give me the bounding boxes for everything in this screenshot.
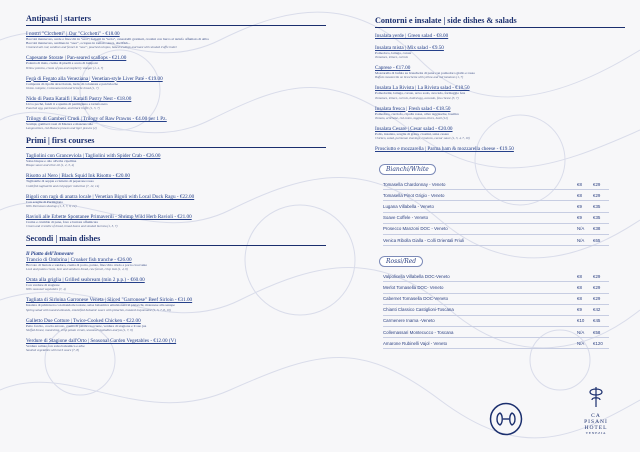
wine-row (383, 293, 609, 304)
white-wine-table (383, 179, 609, 246)
dish-name: Galletto Due Cotture | Twice-Cooked Chicken - €22.00 (26, 317, 141, 324)
bottle-price: €42 (593, 304, 609, 315)
wine-row (383, 179, 609, 190)
bottle-price: €65 (593, 234, 609, 245)
dish-english-description: With seasonal vegetables (7, 4) (26, 287, 66, 292)
bottle-price: €29 (593, 271, 609, 282)
highlight-dish: Il Piatto dell'Innovare (26, 251, 74, 258)
menu-item (26, 214, 356, 228)
menu-item (26, 55, 356, 69)
dish-english-description: With Parmesan shavings (1, 3, 7, 9, 12) (26, 203, 77, 208)
dish-name: Insalata verde | Green salad - €8.00 (375, 33, 449, 39)
dish-name: Insalata mista | Mix salad - €9.50 (375, 45, 444, 51)
wine-name: Valpolicella Villabella DOC-Veneto (383, 271, 577, 282)
antipasti-title: Antipasti | starters (26, 14, 92, 23)
dish-description: Baccalà mantecato, sarde e finocchi in "saor", folpetti in "tecia", canestrelli gratinati, crostini con burro al tartufo affumato di Alba (26, 37, 209, 41)
dish-description: Salsa bisque e olio all'erba cipollina (26, 159, 77, 164)
dish-english-description: Onion compote, Colonnata lard and brioche bread (1, 7) (26, 85, 99, 90)
dish-name: Insalata Cesare | Cesar salad - €20.00 (375, 125, 453, 132)
secondi-list (26, 257, 356, 352)
dish-name: Ravioli alle Erbette Spontanee Primaverili - Shrimp Wild Herb Ravioli - €21.00 (26, 213, 192, 220)
contorni-title: Contorni e insalate | side dishes & salads (375, 16, 517, 25)
dish-english-description: Cream and crumble of bread, broad beans and smoked burrata (1, 3, 7) (26, 224, 118, 229)
dish-description: Uovo pochè, fondi ti e spuma di parmigiano e tartufo nero (26, 101, 108, 106)
brand-line3: HOTEL (584, 425, 608, 431)
dish-name: Tagliolini con Granceviola | Tagliolini with Spider Crab - €26.00 (26, 153, 161, 160)
menu-item (26, 277, 356, 291)
red-wine-table (383, 271, 609, 349)
menu-item (26, 297, 356, 311)
wine-name: Merlot Tomasella DOC- Veneto (383, 282, 577, 293)
bottle-price: €120 (593, 338, 609, 349)
divider (26, 147, 326, 148)
wine-name: Chianti Classico Castiglioni-Toscana (383, 304, 577, 315)
wine-row (383, 338, 609, 349)
menu-item (375, 33, 625, 39)
bottle-price: €35 (593, 212, 609, 223)
dish-name: Orata alla griglia | Grilled seabream (min 2 p.p.) - €60.00 (26, 277, 145, 284)
wine-name: Collemassari Montecucco - Toscana (383, 327, 577, 338)
dish-name: Caprese - €17.00 (375, 65, 411, 72)
dish-english-description: Tomatoes, lettuce, carrots, boiled egg, avocado, feta cheese (3, 7) (375, 95, 459, 100)
menu-item (26, 194, 356, 208)
menu-item (375, 126, 625, 140)
red-wine-heading: Rossi/Red (379, 256, 423, 267)
wine-name: Cabernet Tomasella DOC-Veneto (383, 293, 577, 304)
right-column (375, 16, 625, 349)
dish-description: Mozzarella di bufala su bruschetta di pane con pomodoro giallo e rosso (375, 71, 476, 76)
glass-price: €9 (577, 304, 593, 315)
wine-name: Carmenere Inama -Veneto (383, 315, 577, 326)
dish-description: Pollo, insalata, scaglie di grana, crostini, salsa cesare (375, 131, 449, 136)
dish-name: Bigoli con ragù di anatra locale | Venetian Bigoli with Local Duck Ragu - €22.00 (26, 193, 195, 200)
glass-price: €10 (577, 315, 593, 326)
dish-english-description: Langoustines, red Mazara prawns and tiger prawns (2) (26, 126, 97, 131)
dish-description: Composta di cipolle stracciarole, lardo di colonnata e pan brioche (26, 81, 118, 86)
menu-item (375, 85, 625, 99)
wine-row (383, 190, 609, 201)
wine-row (383, 271, 609, 282)
bottle-price: €29 (593, 190, 609, 201)
bottle-price: €45 (593, 315, 609, 326)
antipasti-list (26, 31, 356, 130)
glass-price: €8 (577, 190, 593, 201)
white-wine-heading: Bianchi/White (379, 164, 436, 175)
wine-name: Tomasella Chardonnay - Veneto (383, 179, 577, 190)
wine-row (383, 223, 609, 234)
dish-description: Tagliatelle di seppie e ristretto di peperone rosso (26, 179, 94, 184)
menu-item (26, 257, 356, 271)
dish-english-description: Tomatoes, lettuce, carrots (375, 55, 408, 60)
divider (375, 27, 625, 28)
brand-sub: VENEZIA (585, 431, 607, 435)
dish-name: Trancio di Ombrina | Croaker fish tranche - €26.00 (26, 257, 132, 264)
menu-item (375, 106, 625, 120)
menu-item (375, 146, 625, 152)
dish-english-description: Cuttlefish tagliatelle and red pepper reduction (7, 12, 14) (26, 183, 100, 188)
contorni-list (375, 33, 625, 152)
dish-english-description: Yellow polenta, cream of pea and raspberry vinegar (1, 4, 7) (26, 65, 104, 70)
wine-name: Amarone Rubinelli Vajol - Veneto (383, 338, 577, 349)
dish-name: I nostri "Cicchetti" | Our "Cicchetti" - €18.00 (26, 31, 120, 37)
divider (26, 245, 326, 246)
menu-item (26, 318, 356, 332)
brand-line2: PISANI (584, 419, 608, 425)
dish-name: Capesante Storate | Pan-seared scallops - €21.00 (26, 55, 127, 62)
secondi-title: Secondi | main dishes (26, 234, 101, 244)
wine-row (383, 234, 609, 245)
menu-item (26, 173, 356, 187)
left-column (26, 14, 356, 358)
menu-item (375, 65, 625, 79)
wine-name: Lugana Villabella - Veneto (383, 201, 577, 212)
glass-price: N/A (577, 223, 593, 234)
bottle-price: €38 (593, 223, 609, 234)
glass-price: €8 (577, 179, 593, 190)
menu-item (26, 76, 356, 90)
wine-row (383, 304, 609, 315)
dish-english-description: Spring salad with toasted almonds, emulsified balsamic sauce with pistachio, mustard mayonnaise (1, 3, 7, 8, 10) (26, 307, 171, 312)
wine-row (383, 201, 609, 212)
dish-name: Risotto al Nero | Black Squid Ink Risotto - €20.00 (26, 173, 130, 180)
dish-english-description: Tomato, artichoke, red onion, taggiasca olives, basil (12) (375, 115, 448, 120)
crab-logo-icon (489, 402, 523, 436)
wine-name: Soave Coffele - Veneto (383, 212, 577, 223)
wine-row (383, 315, 609, 326)
dish-name: Insalata fresca | Fresh salad - €18.50 (375, 105, 451, 112)
dish-name: Tagliata di Sirloina Garronese Veneta | Sliced "Garronese" Beef Sirloin - €31.00 (26, 297, 193, 304)
dish-english-description: Bisque sauce and chive oil (1, 2, 3, 4) (26, 163, 75, 168)
wine-name: Venica Ribolla Gialla - Colli Orientali Friuli (383, 234, 577, 245)
dish-english-description: Stuffed breast, roasted leg, crisp potato cream, seasonal vegetables and jus (1, 7, 9) (26, 327, 133, 332)
glass-price: €9 (577, 212, 593, 223)
bottle-price: €35 (593, 201, 609, 212)
bottle-price: €29 (593, 293, 609, 304)
menu-item (26, 153, 356, 167)
dish-description: Brovato di bietole e sandaro, crema di porro, patate, finocchio crudo e porro croccante (26, 263, 147, 268)
dish-description: Verdure saltate con salsa balsamica e erbe (26, 343, 85, 348)
dish-english-description: Creamed salt cod, sardines and fennel in "saor", poached octopus, baked scallops and toast with smoked truffle butter (26, 45, 177, 50)
dish-name: Insalata La Rivista | La Rivista salad - €18.50 (375, 85, 470, 92)
glass-price: €8 (577, 282, 593, 293)
dish-description: Crema e crumble di pane, fave e burrata affumicata (26, 219, 98, 224)
dish-description: Pomodoro, carciofo, cipolla rossa, olive taggiasche, basilico (375, 111, 460, 116)
wine-name: Tomasella Pinot Grigio - Veneto (383, 190, 577, 201)
glass-price: €8 (577, 293, 593, 304)
dish-english-description: Sautéed vegetables with herb sauce (7, 8) (26, 348, 80, 353)
dish-english-description: Chicken, salad, parmesan shavings, croutons, caesar sauce (1, 3, 4, 7, 10) (375, 136, 470, 141)
wine-row (383, 327, 609, 338)
dish-name: Nido di Pasta Kataifi | Kataifi Pastry Nest - €18.00 (26, 95, 132, 102)
dish-description: Polenta di mais, crema di piselli e aceto di lamponi (26, 61, 98, 66)
wine-name: Prosecco Manzoni DOC - Veneto (383, 223, 577, 234)
primi-title: Primi | first courses (26, 136, 95, 146)
dish-description: Pomodoro, lattuga, carote (375, 51, 412, 55)
dish-english-description: Leek and potato cream, beet and sambuco bread, raw fennel, crisp leek (1, 4, 9) (26, 267, 128, 272)
brand-line1: CA (591, 413, 601, 419)
wine-row (383, 212, 609, 223)
glass-price: N/A (577, 327, 593, 338)
glass-price: N/A (577, 234, 593, 245)
dish-description: Insalata di primavera con mandorle tostate, salsa balsamica emulsionata al pistacchi, maionese alla senape (26, 303, 175, 308)
bottle-price: €29 (593, 282, 609, 293)
divider (26, 25, 326, 26)
hotel-logo (572, 386, 620, 446)
menu-item (375, 45, 625, 59)
bottle-price: €29 (593, 179, 609, 190)
primi-list (26, 153, 356, 228)
dish-name: Trilogy di Gamberi Crudi | Trilogy of Raw Prawns - €4.00 per 1 Pz. (26, 116, 167, 123)
glass-price: N/A (577, 338, 593, 349)
dish-english-description: Buffalo mozzarella on bruschetta with yellow and red tomatoes (1, 7) (375, 75, 464, 80)
dish-name: Fegà di Fegato alla Veneziana | Venetian-style Liver Paté - €19.00 (26, 75, 163, 82)
dish-description: Petto farcito, coscia arrosto, crema di patate croccante, verdure di stagione e il suo jus (26, 323, 147, 328)
wine-row (383, 282, 609, 293)
glass-price: €9 (577, 201, 593, 212)
dish-description-extra: Baccalà mantecato, sardines in "saor", octopus in tomato sauce, shellfish... (26, 41, 131, 46)
dish-description: Con verdure di stagione (26, 283, 60, 288)
dish-description: Scampi, gamberi rossi di Mazara e mazzancolle (26, 122, 93, 127)
dish-name: Prosciutto e mozzarella | Parma ham & mozzarella cheese - €19.50 (375, 146, 514, 153)
dish-description: Con scaglie di Parmigiano (26, 199, 64, 204)
menu-item (26, 96, 356, 110)
bottle-price: €58 (593, 327, 609, 338)
menu-item (26, 116, 356, 130)
menu-item (26, 31, 356, 49)
dish-english-description: Poached egg, parmesan fondue, and black truffle (1, 3, 7) (26, 106, 100, 111)
menu-item (26, 338, 356, 352)
dish-description: Pomodorini, lattuga, carote, uovo sodo, avocado, formaggio feta (375, 91, 466, 96)
dish-name: Verdure di Stagione dall'Orto | Seasonal Garden Vegetables - €12.00 (V) (26, 337, 177, 344)
hotel-crest-icon (587, 386, 605, 408)
glass-price: €8 (577, 271, 593, 282)
